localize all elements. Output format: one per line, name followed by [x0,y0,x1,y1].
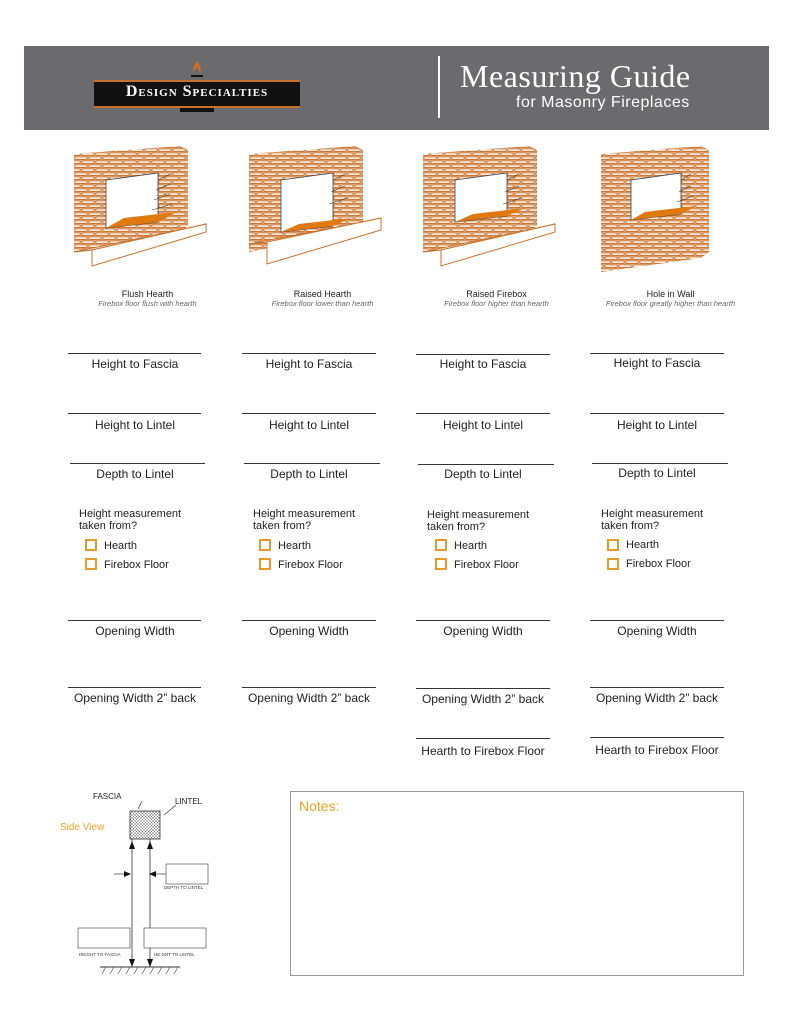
type-name: Hole in Wall [646,289,695,299]
opening-width-input-line[interactable] [590,620,724,621]
lintel-input-line[interactable] [590,413,724,414]
lintel-label: LINTEL [175,797,203,806]
type-name: Raised Firebox [466,289,527,299]
firebox-floor-option-label: Firebox Floor [104,559,169,571]
header-divider [438,56,440,118]
height-to-fascia-label: Height to Fascia [613,356,701,370]
hearth-checkbox[interactable] [435,539,447,551]
header-banner [24,46,769,130]
depth-to-lintel-label: Depth to Lintel [618,466,696,480]
depth-input-line[interactable] [592,463,728,464]
height-to-fascia-caption: HEIGHT TO FASCIA [79,952,121,957]
page-title: Measuring Guide [460,58,691,94]
type-name: Raised Hearth [293,289,352,299]
depth-input-line[interactable] [70,463,205,464]
hearth-option-label: Hearth [454,540,488,552]
raised-hearth-illustration [235,140,410,280]
depth-to-lintel-label: Depth to Lintel [96,467,174,481]
firebox-floor-option-label: Firebox Floor [278,559,343,571]
type-name: Flush Hearth [121,289,174,299]
hearth-option-label: Hearth [278,540,312,552]
opening-width-back-input-line[interactable] [590,687,724,688]
opening-width-back-label: Opening Width 2” back [247,691,371,705]
fascia-input-line[interactable] [590,353,724,354]
height-to-fascia-label: Height to Fascia [265,357,353,371]
company-logo [94,60,300,112]
firebox-floor-checkbox[interactable] [435,558,447,570]
hearth-checkbox[interactable] [259,539,271,551]
lintel-input-line[interactable] [242,413,376,414]
hearth-to-firebox-input-line[interactable] [416,738,550,739]
measurement-question: Height measurement taken from? [253,508,356,532]
raised-firebox-illustration [409,140,584,280]
opening-width-back-label: Opening Width 2” back [73,691,197,705]
depth-to-lintel-label: Depth to Lintel [270,467,348,481]
fascia-label: FASCIA [93,792,122,801]
hearth-to-firebox-floor-label: Hearth to Firebox Floor [595,743,719,757]
opening-width-back-input-line[interactable] [242,687,376,688]
opening-width-back-label: Opening Width 2” back [421,692,545,706]
hearth-option-label: Hearth [104,540,138,552]
notes-title: Notes: [299,798,340,814]
measurement-question: Height measurement taken from? [427,509,530,533]
hearth-to-firebox-input-line[interactable] [590,737,724,738]
height-to-lintel-label: Height to Lintel [616,418,698,432]
height-to-lintel-label: Height to Lintel [94,418,176,432]
fascia-input-line[interactable] [242,353,376,354]
notes-input[interactable] [295,820,743,974]
firebox-floor-checkbox[interactable] [259,558,271,570]
type-description: Firebox floor higher than hearth [444,299,549,308]
height-to-fascia-label: Height to Fascia [91,357,179,371]
hearth-checkbox[interactable] [607,539,619,551]
opening-width-back-input-line[interactable] [68,687,201,688]
side-view-diagram [60,785,270,980]
height-to-lintel-label: Height to Lintel [268,418,350,432]
fascia-input-line[interactable] [416,354,550,355]
measurement-question: Height measurement taken from? [79,508,182,532]
height-to-lintel-label: Height to Lintel [442,418,524,432]
depth-to-lintel-caption: DEPTH TO LINTEL [164,885,204,890]
depth-input-line[interactable] [418,464,554,465]
type-description: Firebox floor lower than hearth [271,299,374,308]
logo-underline [180,108,214,112]
firebox-floor-option-label: Firebox Floor [454,559,519,571]
opening-width-input-line[interactable] [68,620,201,621]
type-description: Firebox floor greatly higher than hearth [605,299,736,308]
opening-width-input-line[interactable] [416,620,550,621]
measurement-question: Height measurement taken from? [601,508,704,532]
hole-in-wall-illustration [583,140,758,280]
side-view-title: Side View [60,822,105,833]
type-description: Firebox floor flush with hearth [98,299,197,308]
firebox-floor-checkbox[interactable] [85,558,97,570]
opening-width-label: Opening Width [443,624,523,638]
opening-width-back-label: Opening Width 2” back [595,691,719,705]
lintel-input-line[interactable] [416,413,550,414]
firebox-floor-option-label: Firebox Floor [626,558,691,570]
depth-to-lintel-label: Depth to Lintel [444,467,522,481]
flame-icon [188,60,206,78]
logo-text: Design Specialties [125,83,269,100]
lintel-input-line[interactable] [68,413,201,414]
opening-width-label: Opening Width [617,624,697,638]
fascia-input-line[interactable] [68,353,201,354]
flush-hearth-illustration [60,140,235,280]
firebox-floor-checkbox[interactable] [607,558,619,570]
hearth-option-label: Hearth [626,539,660,551]
hearth-to-firebox-floor-label: Hearth to Firebox Floor [421,744,545,758]
notes-box [290,791,744,976]
height-to-lintel-caption: HE GHT TO LINTEL [154,952,195,957]
opening-width-input-line[interactable] [242,620,376,621]
opening-width-label: Opening Width [269,624,349,638]
hearth-checkbox[interactable] [85,539,97,551]
opening-width-label: Opening Width [95,624,175,638]
height-to-fascia-label: Height to Fascia [439,357,527,371]
page-subtitle: for Masonry Fireplaces [516,94,690,111]
side-view-drawing [60,785,270,980]
opening-width-back-input-line[interactable] [416,688,550,689]
depth-input-line[interactable] [244,463,380,464]
